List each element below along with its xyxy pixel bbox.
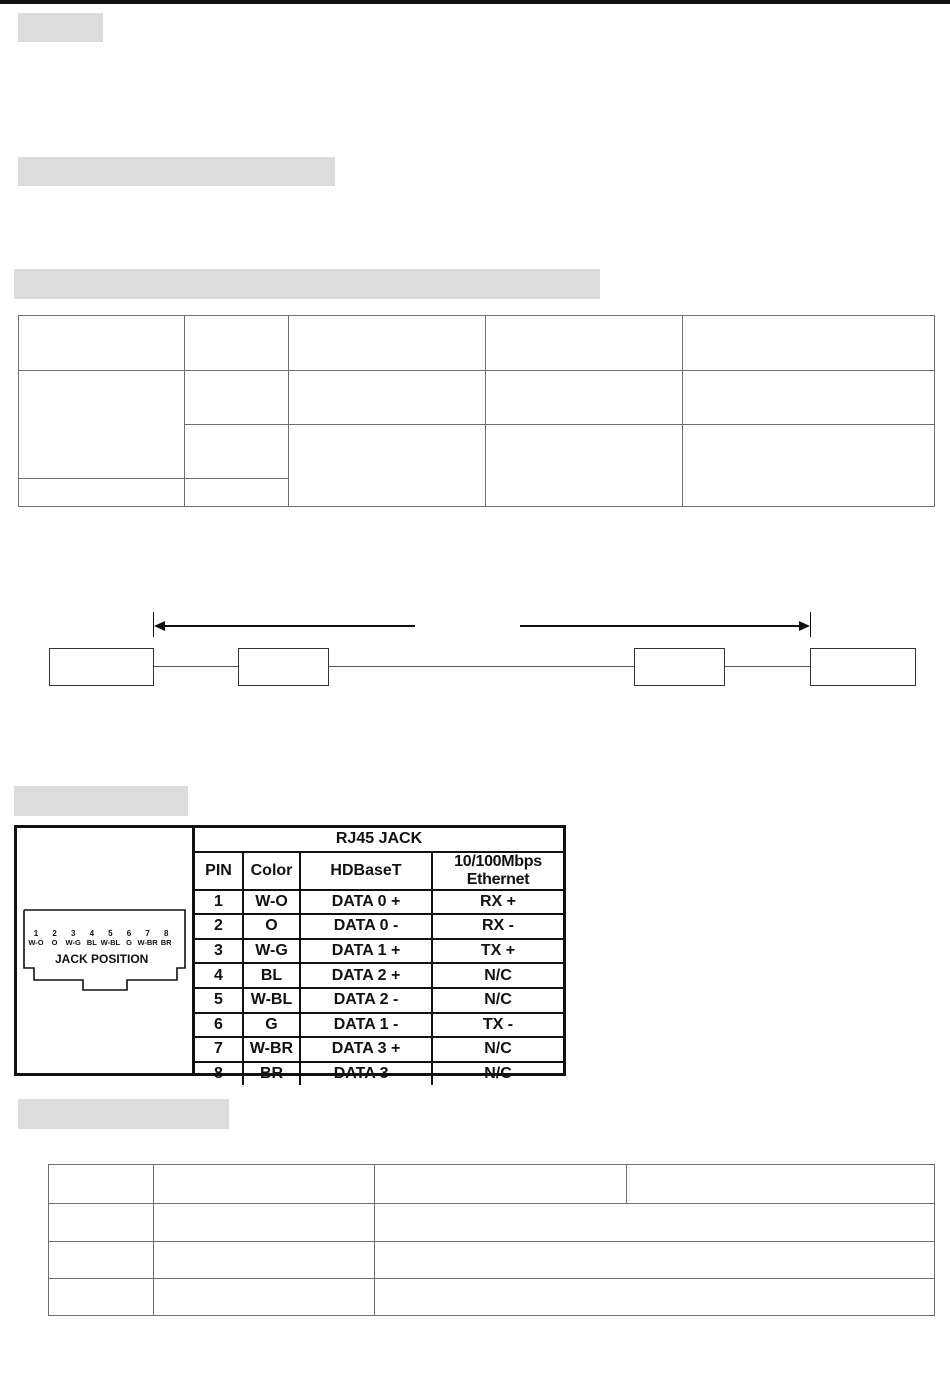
pin-cell-ethernet: N/C (432, 1062, 563, 1086)
pin-cell-ethernet: RX - (432, 914, 563, 939)
jack-pin-number: 5 (108, 929, 113, 938)
table-cell (185, 371, 289, 425)
pin-cell-hdbaset: DATA 1 + (300, 939, 432, 964)
table-row (19, 371, 935, 425)
arrow-line-right (520, 625, 800, 627)
section-bar-1 (18, 13, 103, 42)
pin-cell-pin: 6 (195, 1013, 243, 1038)
pin-cell-ethernet: RX + (432, 890, 563, 915)
cable-1 (154, 666, 238, 667)
header-ethernet: 10/100Mbps Ethernet (432, 852, 563, 890)
section-bar-4 (14, 786, 188, 816)
table-row (19, 316, 935, 371)
cable-2 (329, 666, 634, 667)
jack-pin-number: 6 (126, 929, 132, 938)
jack-pin-color: W-BL (100, 938, 121, 947)
pin-cell-ethernet: TX - (432, 1013, 563, 1038)
table-cell (154, 1279, 375, 1316)
table-cell (289, 371, 486, 425)
diagram-right-tick (810, 612, 811, 637)
jack-pin-number: 2 (52, 929, 57, 938)
spec-table-1 (18, 315, 935, 507)
pin-cell-color: W-BL (243, 988, 300, 1013)
table-cell (185, 479, 289, 507)
pin-cell-hdbaset: DATA 1 - (300, 1013, 432, 1038)
table-row (49, 1165, 935, 1204)
table-cell (375, 1204, 935, 1242)
jack-diagram (17, 828, 195, 1073)
rj45-jack-icon (17, 828, 192, 1073)
section-bar-3 (14, 269, 600, 299)
rj45-pinout-figure (14, 825, 566, 1083)
jack-pin-number: 1 (33, 929, 39, 938)
table-cell (683, 316, 935, 371)
pin-cell-color: W-O (243, 890, 300, 915)
table-row (195, 1037, 563, 1062)
cable-3 (725, 666, 810, 667)
rj45-pin-table (195, 828, 563, 1085)
table-row (49, 1204, 935, 1242)
pin-cell-color: BR (243, 1062, 300, 1086)
table-cell (154, 1242, 375, 1279)
table-cell (19, 371, 185, 479)
table-cell (683, 371, 935, 425)
table-row (195, 1062, 563, 1086)
jack-position-label: JACK POSITION (55, 952, 149, 966)
jack-pin-number: 3 (70, 929, 76, 938)
pin-cell-ethernet: N/C (432, 1037, 563, 1062)
device-box-2 (238, 648, 329, 686)
table-row (195, 963, 563, 988)
table-row (49, 1279, 935, 1316)
pin-cell-hdbaset: DATA 2 - (300, 988, 432, 1013)
section-bar-2 (18, 157, 335, 186)
pin-cell-pin: 5 (195, 988, 243, 1013)
table-cell (289, 425, 486, 507)
table-cell (486, 425, 683, 507)
pin-cell-pin: 8 (195, 1062, 243, 1086)
device-box-1 (49, 648, 154, 686)
spec-table-2 (48, 1164, 935, 1316)
pin-cell-color: BL (243, 963, 300, 988)
table-cell (289, 316, 486, 371)
jack-pin-color: BL (86, 938, 97, 947)
jack-pin-number: 7 (145, 929, 150, 938)
table-cell (683, 425, 935, 507)
table-cell (154, 1204, 375, 1242)
table-cell (19, 479, 185, 507)
table-cell (49, 1279, 154, 1316)
table-row (195, 1013, 563, 1038)
table-cell (486, 316, 683, 371)
table-cell (19, 316, 185, 371)
jack-pin-number: 8 (163, 929, 169, 938)
header-hdbaset: HDBaseT (300, 852, 432, 890)
pin-cell-pin: 1 (195, 890, 243, 915)
table-cell (627, 1165, 935, 1204)
header-color: Color (243, 852, 300, 890)
table-cell (49, 1165, 154, 1204)
pin-cell-pin: 3 (195, 939, 243, 964)
table-row (195, 914, 563, 939)
pin-cell-pin: 2 (195, 914, 243, 939)
pin-table-title-row (195, 828, 563, 852)
table-cell (49, 1204, 154, 1242)
pin-cell-hdbaset: DATA 3 - (300, 1062, 432, 1086)
section-bar-5 (18, 1099, 229, 1129)
pin-cell-hdbaset: DATA 2 + (300, 963, 432, 988)
pin-cell-ethernet: TX + (432, 939, 563, 964)
jack-pin-color: W-O (28, 938, 44, 947)
pin-table-header-row (195, 852, 563, 890)
table-cell (49, 1242, 154, 1279)
table-cell (375, 1279, 935, 1316)
pin-cell-color: O (243, 914, 300, 939)
table-cell (375, 1165, 627, 1204)
table-row (195, 988, 563, 1013)
pin-cell-ethernet: N/C (432, 988, 563, 1013)
table-row (49, 1242, 935, 1279)
table-cell (185, 316, 289, 371)
table-row (195, 890, 563, 915)
table-cell (486, 371, 683, 425)
jack-pin-color: O (51, 938, 58, 947)
table-cell (154, 1165, 375, 1204)
arrow-right-icon (799, 621, 810, 631)
arrow-line-left (164, 625, 415, 627)
table-cell (375, 1242, 935, 1279)
pin-cell-color: W-G (243, 939, 300, 964)
table-row (195, 939, 563, 964)
top-rule (0, 0, 950, 4)
pin-cell-ethernet: N/C (432, 963, 563, 988)
pin-table-title: RJ45 JACK (195, 828, 563, 852)
pin-cell-color: G (243, 1013, 300, 1038)
pin-cell-color: W-BR (243, 1037, 300, 1062)
pin-cell-hdbaset: DATA 3 + (300, 1037, 432, 1062)
pin-cell-pin: 4 (195, 963, 243, 988)
jack-pin-color: BR (160, 938, 172, 947)
jack-pin-color: W-BR (137, 938, 158, 947)
header-pin: PIN (195, 852, 243, 890)
device-box-4 (810, 648, 916, 686)
jack-pin-color: W-G (65, 938, 81, 947)
table-cell (185, 425, 289, 479)
pin-cell-hdbaset: DATA 0 - (300, 914, 432, 939)
device-box-3 (634, 648, 725, 686)
jack-pin-number: 4 (89, 929, 95, 938)
jack-pin-color: G (126, 938, 132, 947)
pin-cell-hdbaset: DATA 0 + (300, 890, 432, 915)
pin-cell-pin: 7 (195, 1037, 243, 1062)
